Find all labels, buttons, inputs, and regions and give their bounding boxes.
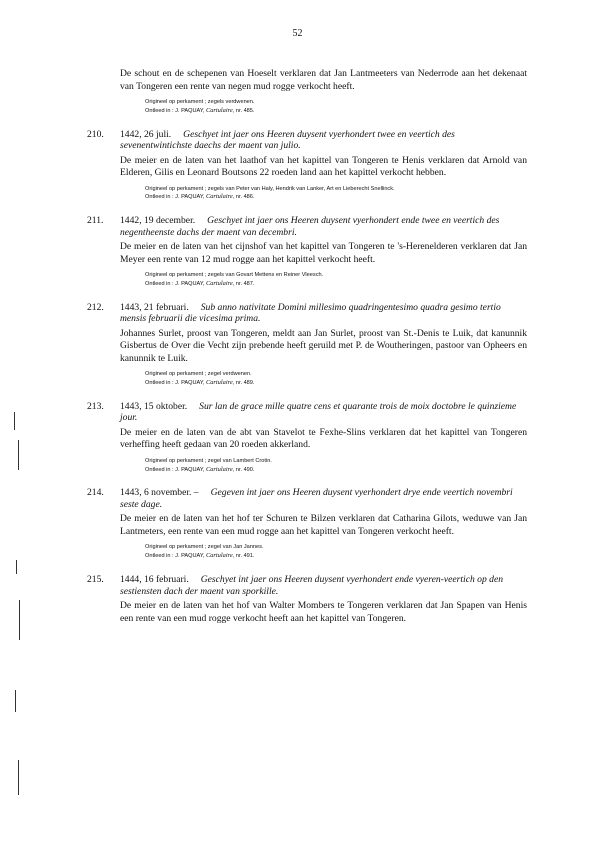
entry-number: 210.	[87, 128, 104, 140]
scan-artifact	[14, 412, 15, 430]
source-analysis: Ontleed in : J. PAQUAY, Cartulaire, nr. 489.	[145, 379, 255, 387]
entry-number: 213.	[87, 400, 104, 412]
intro-text: De schout en de schepenen van Hoeselt verklaren dat Jan Lantmeeters van Nederrode aan het dekenaat van Tongeren een rente van negen mud rogge verkocht heeft.	[120, 68, 527, 92]
entry-214	[87, 487, 527, 561]
source-analysis: Ontleed in : J. PAQUAY, Cartulaire, nr. 485.	[145, 106, 255, 114]
entry-latin: Geschyet int jaer ons Heeren duysent vyerhondert ende vyeren-veertich op den sestiensten dach der maent van sporkille.	[120, 574, 504, 597]
entry-date: 1444, 16 februari.	[120, 574, 189, 586]
entry-text: De meier en de laten van de abt van Stavelot te Fexhe-Slins verklaren dat het kapittel van Tongeren verheffing heeft gedaan van 20 roeden akkerland.	[120, 426, 527, 451]
scan-artifact	[15, 690, 16, 712]
scan-artifact	[18, 440, 19, 470]
source-original: Origineel op perkament ; zegel van Jan Jannes.	[145, 544, 264, 551]
entry-212	[87, 301, 527, 388]
source-analysis: Ontleed in : J. PAQUAY, Cartulaire, nr. 491.	[145, 552, 255, 560]
entry-number: 212.	[87, 301, 104, 313]
entry-text: De meier en de laten van het hof van Walter Mombers te Tongeren verklaren dat Jan Spapen van Henis een rente van een mud rogge verkocht heeft aan het kapittel van Tongeren.	[120, 600, 527, 624]
entry-heading	[87, 215, 527, 238]
entry-date: 1443, 21 februari.	[120, 301, 189, 313]
entry-number: 215.	[87, 574, 104, 586]
entry-source	[145, 271, 527, 289]
entry-heading	[87, 574, 527, 597]
entry-213	[87, 400, 527, 475]
source-original: Origineel op perkament ; zegels verdwenen.	[145, 99, 255, 105]
entry-source	[145, 457, 527, 475]
intro-source	[145, 98, 527, 116]
entry-number: 211.	[87, 215, 104, 227]
entry-text: De meier en de laten van het cijnshof van het kapittel van Tongeren te 's-Herenelderen verklaren dat Jan Meyer een rente van 12 mud rogge aan het kapittel verkocht heeft.	[120, 241, 527, 265]
entry-heading	[87, 400, 527, 424]
entry-latin: Geschyet int jaer ons Heeren duysent vyerhondert twee en veertich des sevenentwintichste daechs der maent van julio.	[120, 128, 455, 152]
entry-date: 1442, 26 juli.	[120, 128, 172, 140]
entry-latin: Sub anno nativitate Domini millesimo quadringentesimo quadra gesimo tertio mensis februarii die vicesima prima.	[120, 301, 501, 325]
scan-artifact	[18, 760, 19, 795]
entry-date: 1442, 19 december.	[120, 215, 196, 227]
entry-215	[87, 574, 527, 625]
entry-211	[87, 215, 527, 289]
source-original: Origineel op perkament ; zegel verdwenen.	[145, 371, 252, 378]
entry-date: 1443, 15 oktober.	[120, 400, 188, 412]
scan-artifact	[19, 600, 20, 640]
entry-latin: Sur lan de grace mille quatre cens et quarante trois de moix doctobre le quinzieme jour.	[120, 400, 517, 424]
source-original: Origineel op perkament ; zegel van Lambert Crotin.	[145, 457, 272, 464]
entry-latin: Geschyet int jaer ons Heeren duysent vyerhondert ende twee en veertich des negentheenste dachs der maent van decembri.	[120, 215, 500, 238]
entry-source	[145, 543, 527, 561]
document-body	[87, 68, 527, 625]
page-number: 52	[292, 28, 303, 39]
entry-heading	[87, 128, 527, 152]
source-analysis: Ontleed in : J. PAQUAY, Cartulaire, nr. 487.	[145, 279, 255, 287]
source-analysis: Ontleed in : J. PAQUAY, Cartulaire, nr. 486.	[145, 193, 255, 201]
scan-artifact	[16, 560, 17, 574]
entry-date: 1443, 6 november. –	[120, 487, 199, 499]
source-analysis: Ontleed in : J. PAQUAY, Cartulaire, nr. 490.	[145, 465, 255, 473]
entry-210	[87, 128, 527, 203]
entry-text: De meier en de laten van het laathof van het kapittel van Tongeren te Henis verklaren dat Arnold van Elderen, Gilis en Leonard Boutsons 22 roeden land aan het kapittel verkocht hebben.	[120, 154, 527, 179]
entry-source	[145, 185, 527, 203]
entry-heading	[87, 487, 527, 510]
source-original: Origineel op perkament ; zegels van Govart Mettens en Reiner Vleesch.	[145, 272, 324, 279]
source-original: Origineel op perkament ; zegels van Peter van Haly, Hendrik van Lanker, Art en Lieberecht Snellinck.	[145, 185, 395, 192]
entry-number: 214.	[87, 487, 104, 499]
entry-source	[145, 370, 527, 388]
entry-text: De meier en de laten van het hof ter Schuren te Bilzen verklaren dat Catharina Gilots, weduwe van Jan Lantmeters, een rente van een mud rogge aan het kapittel van Tongeren verkocht heeft.	[120, 513, 527, 537]
entry-latin: Gegeven int jaer ons Heeren duysent vyerhondert drye ende veertich novembri seste dage.	[120, 487, 513, 510]
entry-text: Johannes Surlet, proost van Tongeren, meldt aan Jan Surlet, proost van St.-Denis te Luik, dat kanunnik Gisbertus de Over die Vecht zijn prebende heeft geruild met P. de Woutheringen, pastoor van Opheers en kanunnik te Luik.	[120, 327, 527, 364]
entry-heading	[87, 301, 527, 325]
